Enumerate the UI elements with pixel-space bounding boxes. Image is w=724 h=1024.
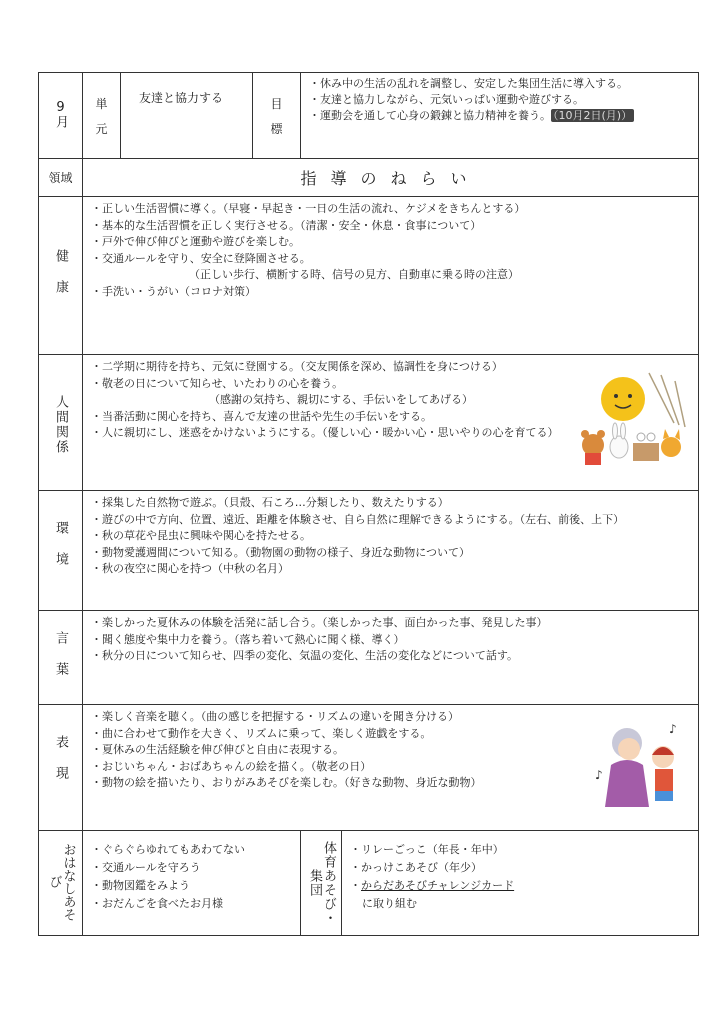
domain-header: 領域 bbox=[39, 159, 83, 197]
list-item-note: （感謝の気持ち、親切にする、手伝いをしてあげる） bbox=[209, 393, 473, 406]
unit-value: 友達と協力する bbox=[121, 73, 253, 159]
taiiku-list bbox=[342, 831, 520, 935]
section-label: 環境 bbox=[39, 491, 83, 611]
list-item: ・ おじいちゃん・おばあちゃんの絵を描く。（敬老の日） bbox=[91, 759, 692, 776]
list-item: ・ 動物の絵を描いたり、おりがみあそびを楽しむ。（好きな動物、身近な動物） bbox=[91, 775, 692, 792]
dango-stand-icon bbox=[633, 443, 659, 461]
goal-label-cell bbox=[253, 73, 301, 159]
section-row-expression bbox=[39, 705, 699, 831]
list-item: ・ 秋分の日について知らせ、四季の変化、気温の変化、生活の変化などについて話す。 bbox=[91, 648, 692, 665]
list-item: ・ 遊びの中で方向、位置、遠近、距離を体験させ、自ら自然に理解できるようにする。（左右、前後、上下） bbox=[91, 512, 692, 529]
section-row-environment bbox=[39, 491, 699, 611]
music-note-icon: ♪ bbox=[595, 768, 603, 782]
goal-label-2: 標 bbox=[270, 121, 283, 136]
pampas-grass-icon bbox=[649, 373, 685, 427]
section-label: 言葉 bbox=[39, 611, 83, 705]
music-note-icon: ♪ bbox=[669, 722, 677, 736]
goal-label-1: 目 bbox=[270, 96, 283, 111]
section-row-language bbox=[39, 611, 699, 705]
section-label: 人間関係 bbox=[39, 355, 83, 491]
ohanashi-label-cell: おはなしあそび bbox=[39, 831, 83, 936]
challenge-card-text: からだあそびチャレンジカード bbox=[361, 879, 515, 892]
list-item: ・ 楽しかった夏休みの体験を活発に話し合う。（楽しかった事、面白かった事、発見した事） bbox=[91, 615, 692, 632]
list-item: ・ 楽しく音楽を聴く。（曲の感じを把握する・リズムの違いを聞き分ける） bbox=[91, 709, 692, 726]
list-item: ・ リレーごっこ（年長・年中） bbox=[350, 841, 514, 859]
monthly-plan-sheet bbox=[38, 72, 698, 942]
month-label: 9月 bbox=[53, 99, 68, 128]
list-item: ・ かっけこあそび（年少） bbox=[350, 859, 514, 877]
list-item: ・ 当番活動に関心を持ち、喜んで友達の世話や先生の手伝いをする。 bbox=[91, 409, 692, 426]
list-item: ・ 夏休みの生活経験を伸び伸びと自由に表現する。 bbox=[91, 742, 692, 759]
list-item: ・ 採集した自然物で遊ぶ。（貝殻、石ころ…分類したり、数えたりする） bbox=[91, 495, 692, 512]
section-items bbox=[83, 611, 699, 705]
moon-animals-illustration bbox=[579, 363, 691, 467]
list-item: ・ 敬老の日について知らせ、いたわりの心を養う。 bbox=[91, 376, 692, 393]
list-item: ・ 曲に合わせて動作を大きく、リズムに乗って、楽しく遊戯をする。 bbox=[91, 726, 692, 743]
unit-label-cell bbox=[83, 73, 121, 159]
list-item: ・ 聞く態度や集中力を養う。（落ち着いて熱心に聞く様、導く） bbox=[91, 632, 692, 649]
moon-icon bbox=[601, 377, 645, 421]
list-item: ・ 基本的な生活習慣を正しく実行させる。（清潔・安全・休息・食事について） bbox=[91, 218, 692, 235]
list-item: ・ おだんごを食べたお月様 bbox=[91, 895, 294, 913]
section-label: 健康 bbox=[39, 197, 83, 355]
list-item: ・ 戸外で伸び伸びと運動や遊びを楽しむ。 bbox=[91, 234, 692, 251]
section-label: 表現 bbox=[39, 705, 83, 831]
list-item: ・ 秋の草花や昆虫に興味や関心を持たせる。 bbox=[91, 528, 692, 545]
unit-label-1: 単 bbox=[95, 96, 108, 111]
list-item: ・ 交通ルールを守り、安全に登降園させる。 bbox=[91, 251, 692, 268]
list-item-continued: に取り組む bbox=[362, 897, 417, 910]
month-cell bbox=[39, 73, 83, 159]
list-item: ・ ぐらぐらゆれてもあわてない bbox=[91, 841, 294, 859]
list-item: ・ 動物愛護週間について知る。（動物園の動物の様子、身近な動物について） bbox=[91, 545, 692, 562]
list-item-note: （正しい歩行、横断する時、信号の見方、自動車に乗る時の注意） bbox=[189, 268, 519, 281]
section-row-relations bbox=[39, 355, 699, 491]
section-row-health bbox=[39, 197, 699, 355]
list-item: ・ 交通ルールを守ろう bbox=[91, 859, 294, 877]
bottom-row bbox=[39, 831, 699, 936]
taiiku-cell bbox=[301, 831, 699, 936]
taiiku-label-cell: 体育あそび・集団 bbox=[301, 831, 342, 935]
section-items bbox=[83, 197, 699, 355]
section-items bbox=[83, 491, 699, 611]
list-item: ・ 秋の夜空に関心を持つ（中秋の名月） bbox=[91, 561, 692, 578]
goal-item: ・ 友達と協力しながら、元気いっぱい運動や遊びする。 bbox=[309, 92, 694, 108]
goal-item: ・ 運動会を通して心身の鍛錬と協力精神を養う。 （10月2日(月)） bbox=[309, 108, 694, 124]
unit-label-2: 元 bbox=[95, 121, 108, 136]
list-item: ・ 動物図鑑をみよう bbox=[91, 877, 294, 895]
aim-header-row bbox=[39, 159, 699, 197]
header-row bbox=[39, 73, 699, 159]
list-item: ・ 人に親切にし、迷惑をかけないようにする。（優しい心・暖かい心・思いやりの心を育てる） bbox=[91, 425, 692, 442]
goals-list bbox=[301, 73, 699, 159]
list-item: ・ 手洗い・うがい（コロナ対策） bbox=[91, 284, 692, 301]
goal-item: ・ 休み中の生活の乱れを調整し、安定した集団生活に導入する。 bbox=[309, 76, 694, 92]
rabbit-icon bbox=[610, 436, 628, 458]
section-items bbox=[83, 705, 699, 831]
fox-icon bbox=[661, 437, 681, 457]
list-item: ・ 正しい生活習慣に導く。（早寝・早起き・一日の生活の流れ、ケジメをきちんとする） bbox=[91, 201, 692, 218]
grandmother-child-illustration bbox=[591, 719, 691, 815]
section-items bbox=[83, 355, 699, 491]
aim-header: 指導のねらい bbox=[83, 159, 699, 197]
ohanashi-list bbox=[83, 831, 301, 936]
list-item: ・ 二学期に期待を持ち、元気に登園する。（交友関係を深め、協調性を身につける） bbox=[91, 359, 692, 376]
plan-table bbox=[38, 72, 699, 936]
list-item bbox=[350, 877, 514, 895]
date-note: （10月2日(月)） bbox=[553, 109, 633, 122]
